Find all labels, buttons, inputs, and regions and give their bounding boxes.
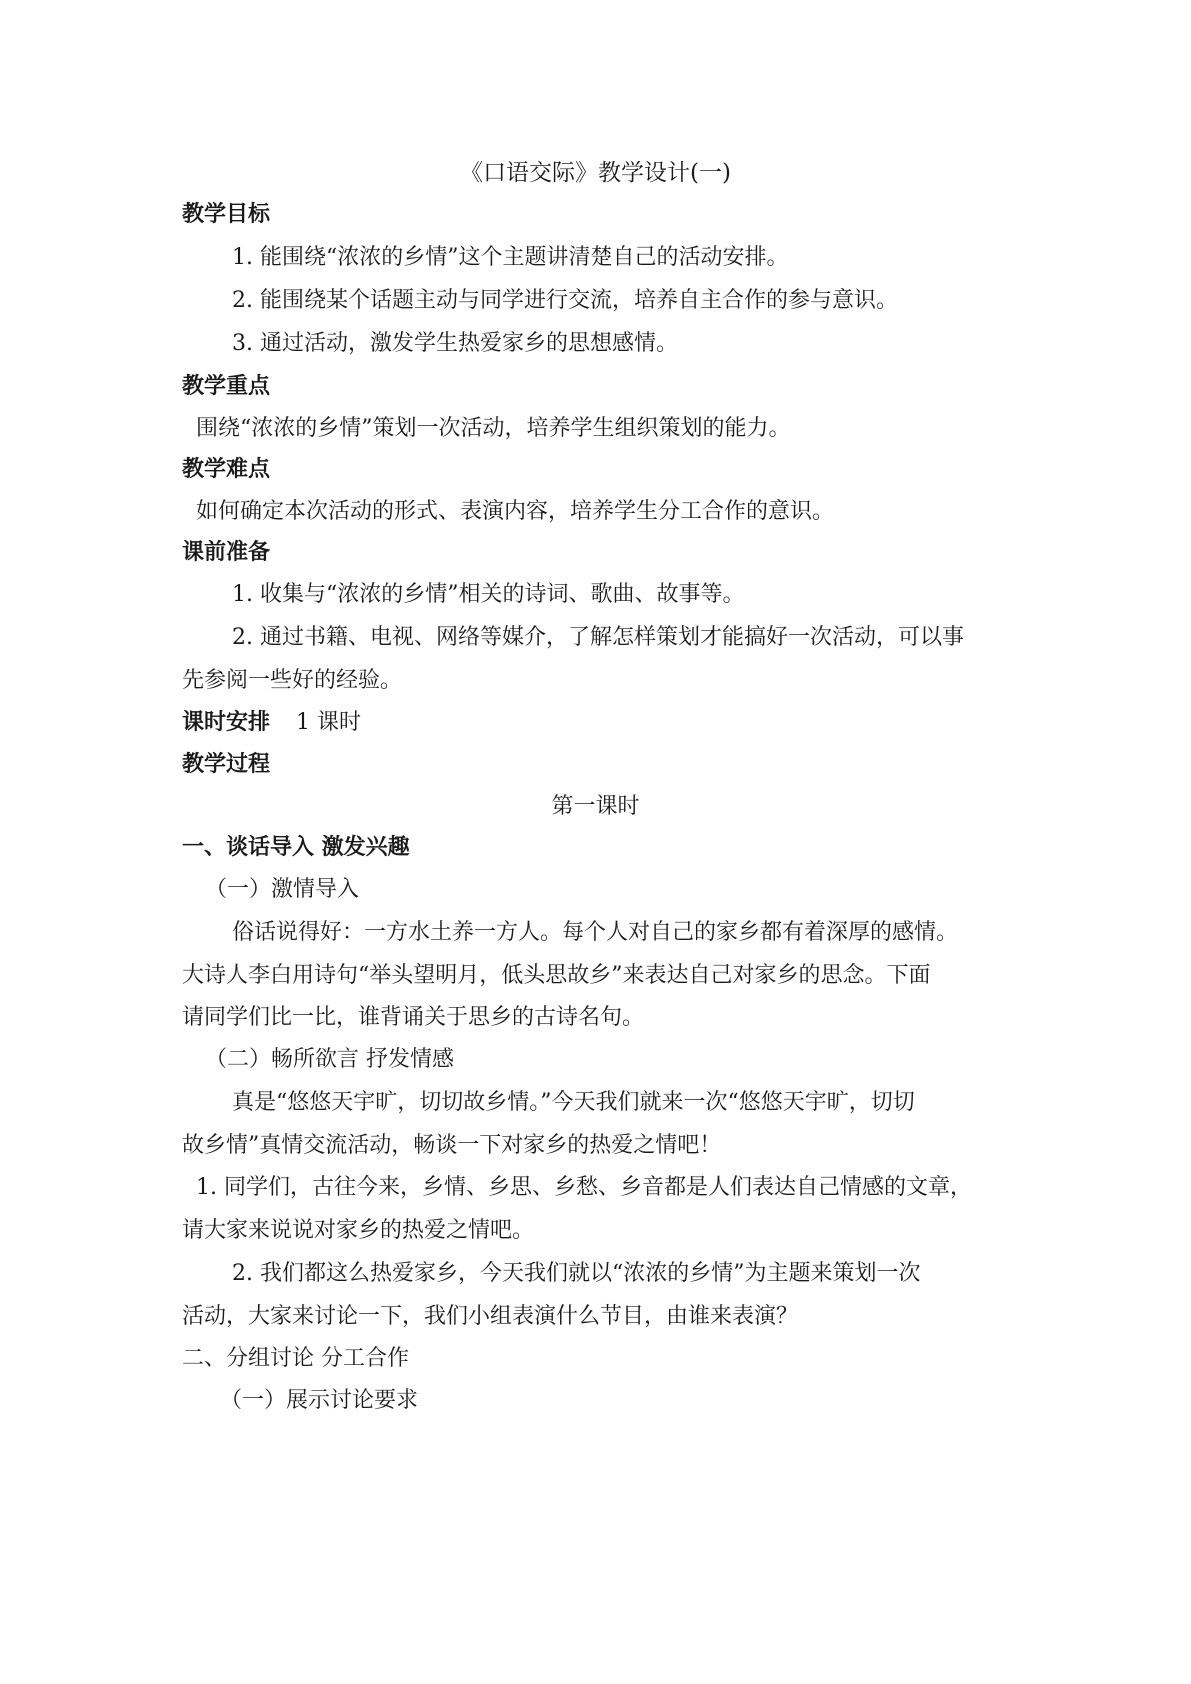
goal-item-2: 2. 能围绕某个话题主动与同学进行交流，培养自主合作的参与意识。 <box>232 288 898 313</box>
section-1-subheading-2: （二）畅所欲言 抒发情感 <box>205 1047 454 1072</box>
preparation-item-1: 1. 收集与“浓浓的乡情”相关的诗词、歌曲、故事等。 <box>232 582 745 607</box>
list-item-2-line-1: 2. 我们都这么热爱家乡，今天我们就以“浓浓的乡情”为主题来策划一次 <box>232 1261 921 1286</box>
paragraph-1-line-3: 请同学们比一比，谁背诵关于思乡的古诗名句。 <box>182 1005 645 1030</box>
schedule-row <box>182 708 1022 738</box>
goals-heading: 教学目标 <box>182 202 271 227</box>
paragraph-1-line-2: 大诗人李白用诗句“举头望明月，低头思故乡”来表达自己对家乡的思念。下面 <box>182 963 931 988</box>
list-item-1-line-2: 请大家来说说对家乡的热爱之情吧。 <box>182 1218 535 1243</box>
preparation-item-2-line-2: 先参阅一些好的经验。 <box>182 668 403 693</box>
document-title: 《口语交际》教学设计(一) <box>460 160 731 186</box>
list-item-1-line-1: 1. 同学们，古往今来，乡情、乡思、乡愁、乡音都是人们表达自己情感的文章， <box>196 1175 972 1200</box>
lesson-label: 第一课时 <box>551 794 640 819</box>
paragraph-2-line-2: 故乡情”真情交流活动，畅谈一下对家乡的热爱之情吧！ <box>182 1133 722 1158</box>
preparation-item-2-line-1: 2. 通过书籍、电视、网络等媒介，了解怎样策划才能搞好一次活动，可以事 <box>232 625 964 650</box>
key-points-text: 围绕“浓浓的乡情”策划一次活动，培养学生组织策划的能力。 <box>196 416 791 441</box>
preparation-heading: 课前准备 <box>182 540 271 565</box>
section-2-subheading-1: （一）展示讨论要求 <box>220 1388 419 1413</box>
schedule-value: 1 课时 <box>296 710 362 735</box>
section-2-heading: 二、分组讨论 分工合作 <box>182 1346 409 1371</box>
difficulty-text: 如何确定本次活动的形式、表演内容，培养学生分工合作的意识。 <box>196 499 835 524</box>
section-1-heading: 一、谈话导入 激发兴趣 <box>182 835 410 860</box>
paragraph-1-line-1: 俗话说得好：一方水土养一方人。每个人对自己的家乡都有着深厚的感情。 <box>232 920 959 945</box>
list-item-2-line-2: 活动，大家来讨论一下，我们小组表演什么节目，由谁来表演？ <box>182 1304 799 1329</box>
key-points-heading: 教学重点 <box>182 374 271 399</box>
process-heading: 教学过程 <box>182 752 271 777</box>
paragraph-2-line-1: 真是“悠悠天宇旷，切切故乡情。”今天我们就来一次“悠悠天宇旷，切切 <box>232 1090 915 1115</box>
goal-item-1: 1. 能围绕“浓浓的乡情”这个主题讲清楚自己的活动安排。 <box>232 245 789 270</box>
section-1-subheading-1: （一）激情导入 <box>205 877 360 902</box>
goal-item-3: 3. 通过活动，激发学生热爱家乡的思想感情。 <box>232 331 678 356</box>
schedule-heading: 课时安排 <box>182 710 271 735</box>
difficulty-heading: 教学难点 <box>182 457 271 482</box>
